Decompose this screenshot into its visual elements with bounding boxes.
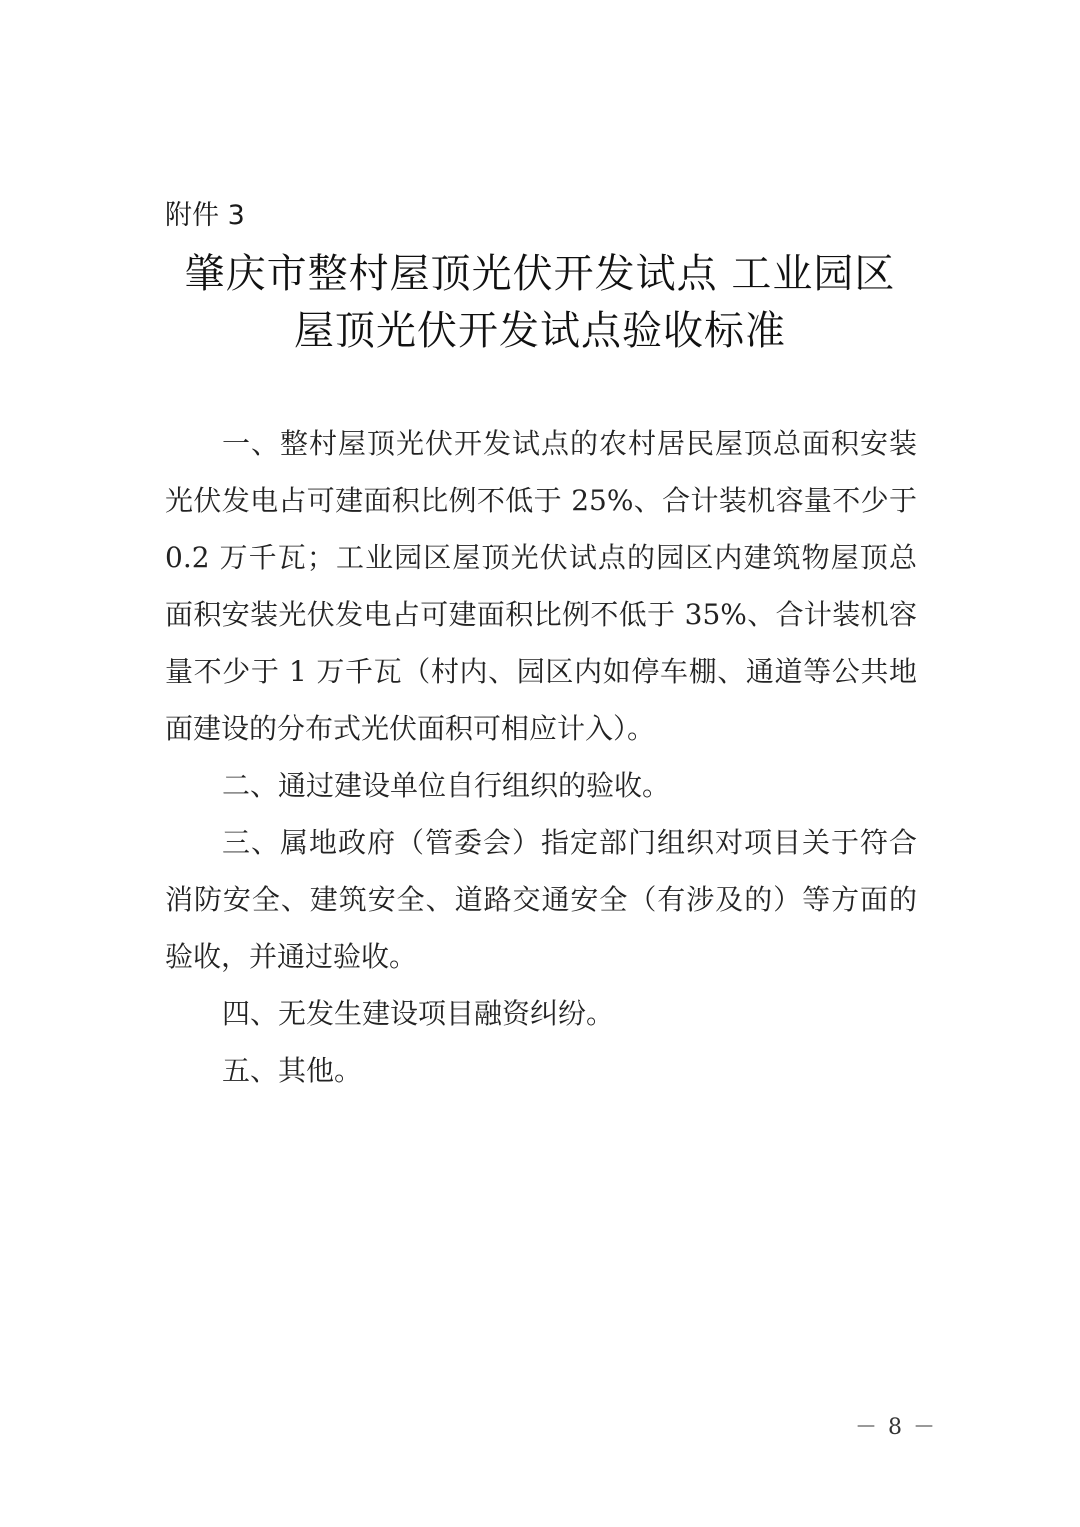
body-line: 二、通过建设单位自行组织的验收。: [222, 769, 671, 802]
body-line: 消防安全、建筑安全、道路交通安全（有涉及的）等方面的: [165, 883, 917, 916]
body-line: 面建设的分布式光伏面积可相应计入）。: [165, 712, 656, 745]
body-line: 三、属地政府（管委会）指定部门组织对项目关于符合: [222, 826, 917, 859]
body-line: 四、无发生建设项目融资纠纷。: [222, 997, 615, 1030]
body-line: 0.2 万千瓦；工业园区屋顶光伏试点的园区内建筑物屋顶总: [165, 541, 917, 574]
body-line: 量不少于 1 万千瓦（村内、园区内如停车棚、通道等公共地: [165, 655, 917, 688]
body-line: 一、整村屋顶光伏开发试点的农村居民屋顶总面积安装: [222, 427, 917, 460]
document-title-line-1: 肇庆市整村屋顶光伏开发试点 工业园区: [184, 251, 896, 297]
attachment-label: 附件 3: [165, 200, 245, 231]
body-line: 光伏发电占可建面积比例不低于 25%、合计装机容量不少于: [165, 484, 917, 517]
page-number: － 8 －: [855, 1415, 937, 1440]
body-line: 面积安装光伏发电占可建面积比例不低于 35%、合计装机容: [165, 598, 917, 631]
body-line: 五、其他。: [222, 1054, 363, 1087]
body-line: 验收，并通过验收。: [165, 940, 418, 973]
document-title-line-2: 屋顶光伏开发试点验收标准: [294, 308, 786, 354]
